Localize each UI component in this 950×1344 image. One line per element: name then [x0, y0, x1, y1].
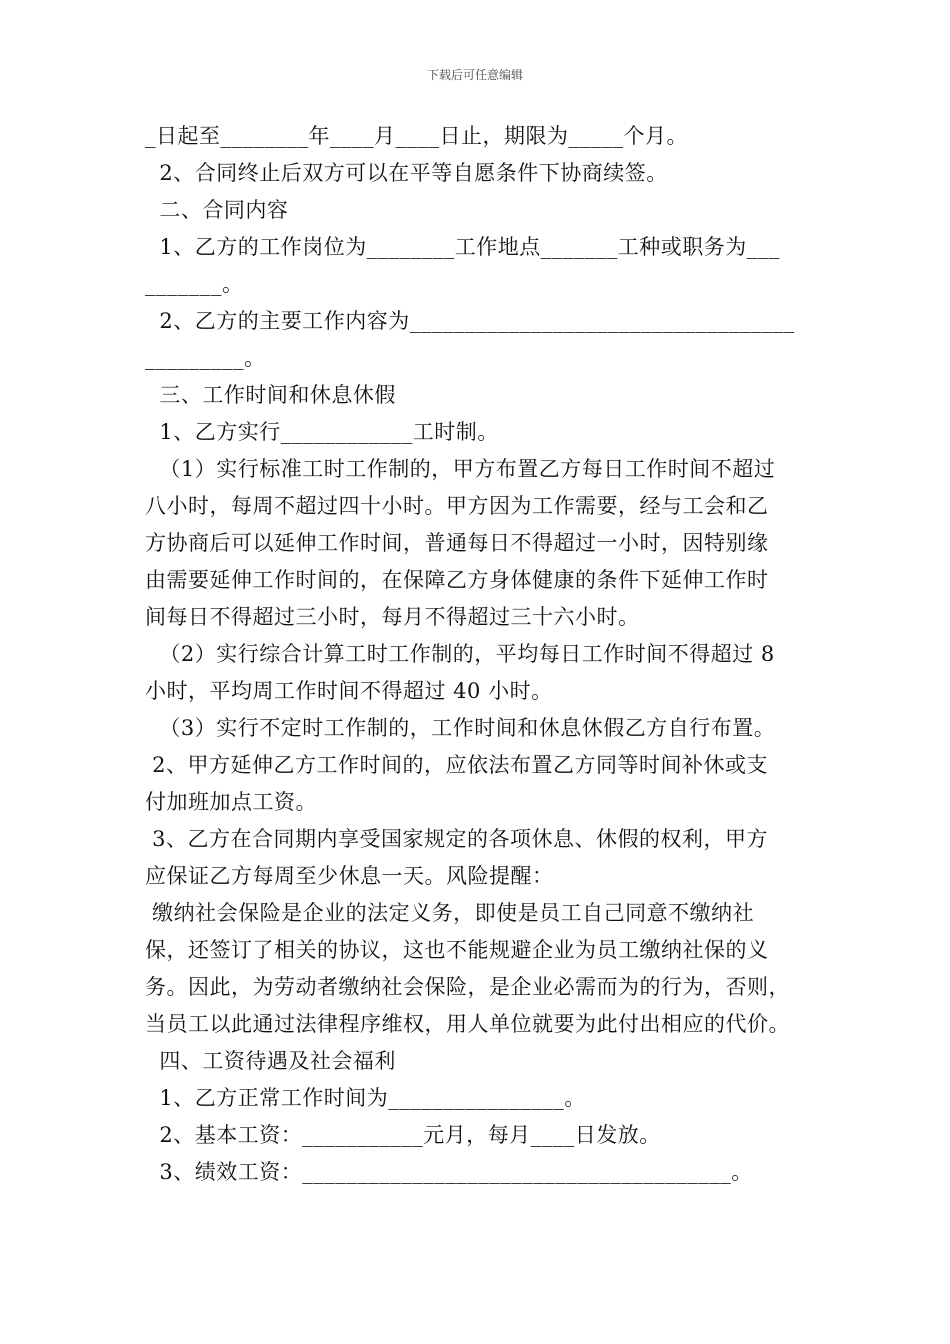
text-line: 间每日不得超过三小时，每月不得超过三十六小时。 [145, 605, 640, 629]
text-line: 由需要延伸工作时间的，在保障乙方身体健康的条件下延伸工作时 [145, 568, 769, 592]
text-line: 2、乙方的主要工作内容为___________________________________ [145, 309, 795, 333]
text-line: 保，还签订了相关的协议，这也不能规避企业为员工缴纳社保的义 [145, 938, 769, 962]
section-heading: 四、工资待遇及社会福利 [145, 1049, 396, 1073]
text-line: 2、甲方延伸乙方工作时间的，应依法布置乙方同等时间补休或支 [145, 753, 769, 777]
section-heading: 三、工作时间和休息休假 [145, 383, 396, 407]
text-line: 付加班加点工资。 [145, 790, 317, 814]
text-line: 方协商后可以延伸工作时间，普通每日不得超过一小时，因特别缘 [145, 531, 769, 555]
text-line: （1）实行标准工时工作制的，甲方布置乙方每日工作时间不超过 [145, 457, 776, 481]
text-line: _日起至________年____月____日止，期限为_____个月。 [145, 124, 688, 148]
text-line: 应保证乙方每周至少休息一天。风险提醒： [145, 864, 554, 888]
page-header: 下载后可任意编辑 [426, 68, 523, 82]
text-line: 3、乙方在合同期内享受国家规定的各项休息、休假的权利，甲方 [145, 827, 769, 851]
text-line: _________。 [145, 346, 266, 370]
text-line: 3、绩效工资：_______________________________________。 [145, 1160, 753, 1184]
text-line: 务。因此，为劳动者缴纳社会保险，是企业必需而为的行为，否则， [145, 975, 790, 999]
text-line: 八小时，每周不超过四十小时。甲方因为工作需要，经与工会和乙 [145, 494, 769, 518]
text-line: 1、乙方的工作岗位为________工作地点_______工种或职务为___ [145, 235, 780, 259]
text-line: _______。 [145, 272, 244, 296]
section-heading: 二、合同内容 [145, 198, 289, 222]
text-line: 小时，平均周工作时间不得超过 40 小时。 [145, 679, 553, 703]
text-line: 2、合同终止后双方可以在平等自愿条件下协商续签。 [145, 161, 668, 185]
text-line: 1、乙方正常工作时间为________________。 [145, 1086, 586, 1110]
text-line: 当员工以此通过法律程序维权，用人单位就要为此付出相应的代价。 [145, 1012, 790, 1036]
text-line: 1、乙方实行____________工时制。 [145, 420, 499, 444]
text-line: （2）实行综合计算工时工作制的，平均每日工作时间不得超过 8 [145, 642, 775, 666]
document-body [145, 118, 815, 1191]
text-line: 缴纳社会保险是企业的法定义务，即使是员工自己同意不缴纳社 [145, 901, 755, 925]
text-line: 2、基本工资：___________元月，每月____日发放。 [145, 1123, 661, 1147]
text-line: （3）实行不定时工作制的，工作时间和休息休假乙方自行布置。 [145, 716, 776, 740]
